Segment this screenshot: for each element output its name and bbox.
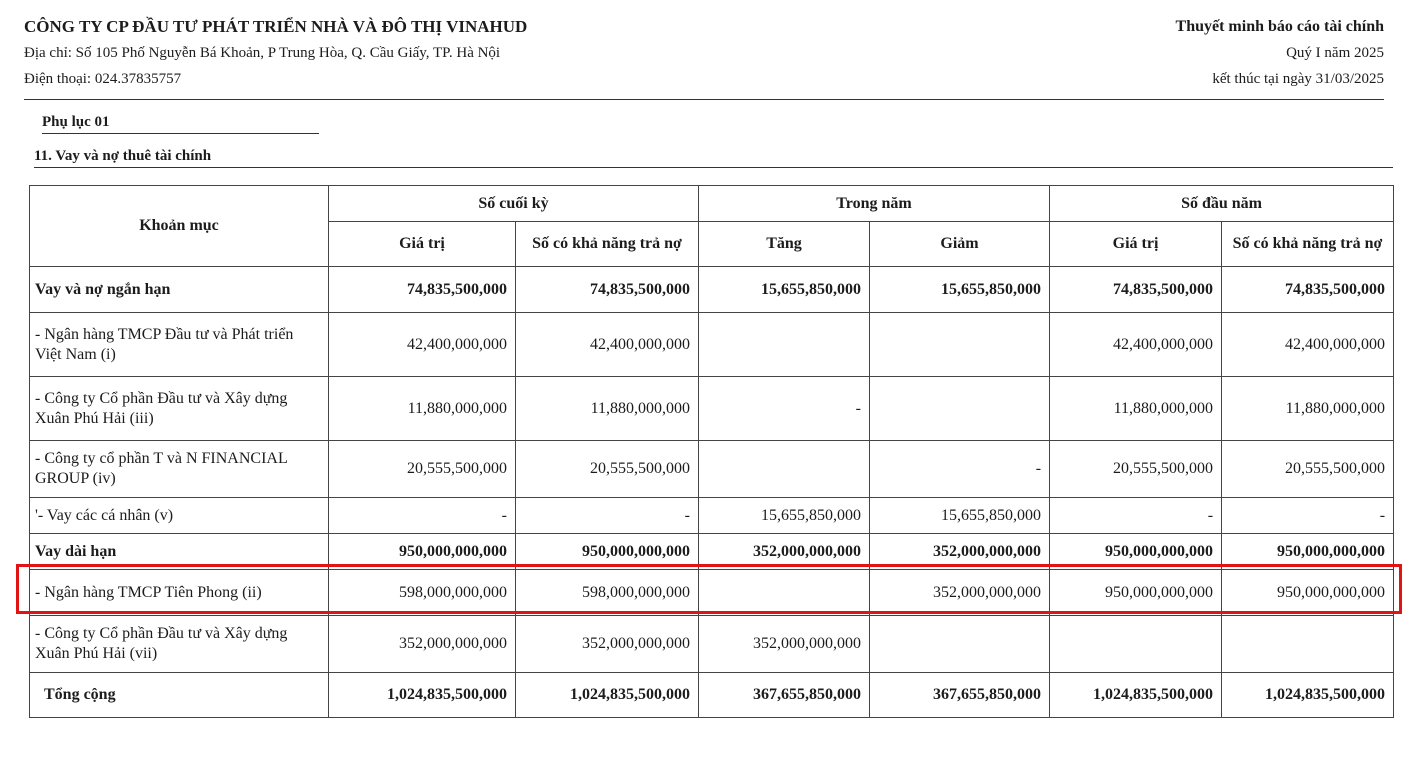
row-name: '- Vay các cá nhân (v) (30, 498, 329, 534)
end-value: 20,555,500,000 (329, 441, 516, 498)
decrease: 15,655,850,000 (870, 498, 1050, 534)
table-row-total (30, 673, 1394, 718)
decrease (870, 377, 1050, 441)
table-row (30, 377, 1394, 441)
table-row (30, 313, 1394, 377)
end-capacity: 598,000,000,000 (516, 570, 699, 616)
report-period: Quý I năm 2025 (1286, 45, 1384, 61)
end-capacity: 74,835,500,000 (516, 267, 699, 313)
begin-capacity: 74,835,500,000 (1222, 267, 1394, 313)
end-value: 74,835,500,000 (329, 267, 516, 313)
begin-value: 950,000,000,000 (1050, 570, 1222, 616)
section-title: 11. Vay và nợ thuê tài chính (34, 146, 1393, 168)
company-phone: Điện thoại: 024.37835757 (24, 71, 182, 87)
begin-value: 42,400,000,000 (1050, 313, 1222, 377)
table-row (30, 534, 1394, 570)
decrease (870, 313, 1050, 377)
report-period-end: kết thúc tại ngày 31/03/2025 (1212, 71, 1384, 87)
table-row (30, 267, 1394, 313)
begin-capacity (1222, 616, 1394, 673)
table-row (30, 616, 1394, 673)
col-header-item: Khoản mục (30, 186, 329, 267)
increase (699, 570, 870, 616)
col-header-begin-capacity: Số có khả năng trả nợ (1222, 222, 1394, 267)
begin-value: 11,880,000,000 (1050, 377, 1222, 441)
end-value: 598,000,000,000 (329, 570, 516, 616)
row-name: Tổng cộng (30, 673, 329, 718)
col-group-end-of-period: Số cuối kỳ (329, 186, 699, 222)
begin-value: 74,835,500,000 (1050, 267, 1222, 313)
begin-value: 20,555,500,000 (1050, 441, 1222, 498)
decrease: - (870, 441, 1050, 498)
table-row-highlighted (30, 570, 1394, 616)
table-header-row (30, 186, 1394, 222)
col-header-end-value: Giá trị (329, 222, 516, 267)
end-value: 352,000,000,000 (329, 616, 516, 673)
increase: 15,655,850,000 (699, 498, 870, 534)
increase: 352,000,000,000 (699, 616, 870, 673)
begin-capacity: 20,555,500,000 (1222, 441, 1394, 498)
end-value: 1,024,835,500,000 (329, 673, 516, 718)
appendix-title: Phụ lục 01 (42, 112, 319, 134)
col-group-beginning-of-year: Số đầu năm (1050, 186, 1394, 222)
increase: 352,000,000,000 (699, 534, 870, 570)
header-divider (24, 99, 1384, 100)
end-capacity: 42,400,000,000 (516, 313, 699, 377)
col-header-end-capacity: Số có khả năng trả nợ (516, 222, 699, 267)
decrease: 352,000,000,000 (870, 534, 1050, 570)
row-name: - Công ty Cổ phần Đầu tư và Xây dựng Xuân Phú Hải (iii) (30, 377, 329, 441)
table-row (30, 498, 1394, 534)
row-name: - Công ty Cổ phần Đầu tư và Xây dựng Xuân Phú Hải (vii) (30, 616, 329, 673)
col-header-begin-value: Giá trị (1050, 222, 1222, 267)
end-capacity: 11,880,000,000 (516, 377, 699, 441)
begin-value: 1,024,835,500,000 (1050, 673, 1222, 718)
document-header-left (24, 14, 527, 92)
end-capacity: 352,000,000,000 (516, 616, 699, 673)
increase: 367,655,850,000 (699, 673, 870, 718)
begin-value: - (1050, 498, 1222, 534)
row-name: - Ngân hàng TMCP Tiên Phong (ii) (30, 570, 329, 616)
end-capacity: 20,555,500,000 (516, 441, 699, 498)
begin-capacity: 11,880,000,000 (1222, 377, 1394, 441)
end-capacity: 950,000,000,000 (516, 534, 699, 570)
end-value: 950,000,000,000 (329, 534, 516, 570)
begin-value (1050, 616, 1222, 673)
report-title: Thuyết minh báo cáo tài chính (1175, 18, 1384, 35)
company-address: Địa chỉ: Số 105 Phố Nguyễn Bá Khoản, P Trung Hòa, Q. Cầu Giấy, TP. Hà Nội (24, 45, 501, 61)
begin-capacity: 1,024,835,500,000 (1222, 673, 1394, 718)
col-header-decrease: Giảm (870, 222, 1050, 267)
increase (699, 441, 870, 498)
increase (699, 313, 870, 377)
end-capacity: - (516, 498, 699, 534)
decrease: 15,655,850,000 (870, 267, 1050, 313)
decrease: 352,000,000,000 (870, 570, 1050, 616)
row-name: - Ngân hàng TMCP Đầu tư và Phát triển Việt Nam (i) (30, 313, 329, 377)
table-row (30, 441, 1394, 498)
end-value: - (329, 498, 516, 534)
company-name: CÔNG TY CP ĐẦU TƯ PHÁT TRIỂN NHÀ VÀ ĐÔ THỊ VINAHUD (24, 17, 528, 36)
begin-capacity: 950,000,000,000 (1222, 570, 1394, 616)
begin-capacity: 950,000,000,000 (1222, 534, 1394, 570)
begin-value: 950,000,000,000 (1050, 534, 1222, 570)
increase: - (699, 377, 870, 441)
decrease (870, 616, 1050, 673)
end-value: 42,400,000,000 (329, 313, 516, 377)
col-header-increase: Tăng (699, 222, 870, 267)
row-name: Vay dài hạn (30, 534, 329, 570)
increase: 15,655,850,000 (699, 267, 870, 313)
col-group-during-year: Trong năm (699, 186, 1050, 222)
loans-table (29, 185, 1394, 718)
decrease: 367,655,850,000 (870, 673, 1050, 718)
row-name: - Công ty cổ phần T và N FINANCIAL GROUP (iv) (30, 441, 329, 498)
row-name: Vay và nợ ngắn hạn (30, 267, 329, 313)
document-header-right (1176, 14, 1384, 92)
begin-capacity: - (1222, 498, 1394, 534)
begin-capacity: 42,400,000,000 (1222, 313, 1394, 377)
end-capacity: 1,024,835,500,000 (516, 673, 699, 718)
end-value: 11,880,000,000 (329, 377, 516, 441)
